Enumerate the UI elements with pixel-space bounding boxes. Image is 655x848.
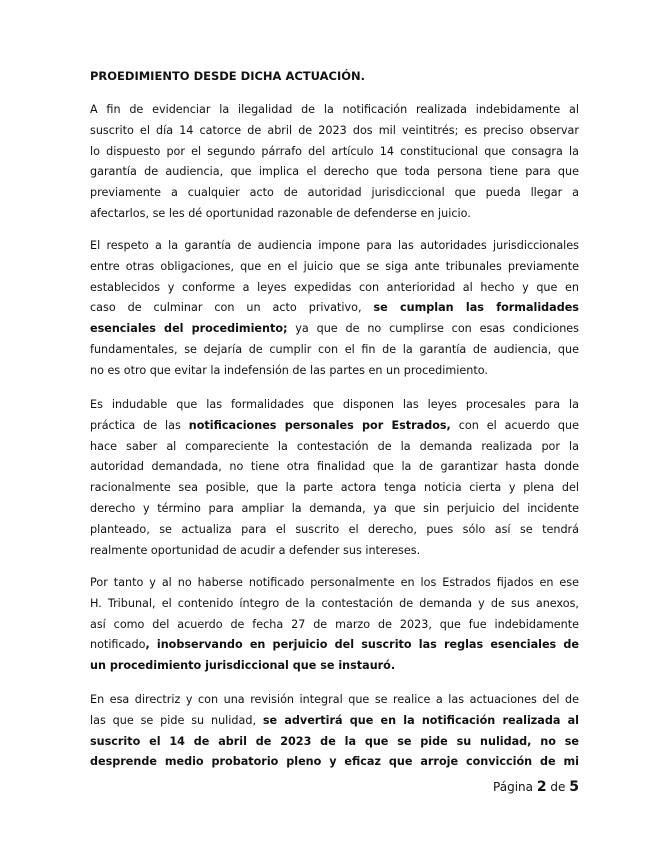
paragraph-line xyxy=(90,437,579,458)
paragraph-line xyxy=(90,752,579,773)
text-run: Es indudable que las formalidades que disponen las leyes procesales para la xyxy=(90,398,579,411)
paragraph-line xyxy=(90,615,579,636)
text-run: así como del acuerdo de fecha 27 de marzo de 2023, que fue indebidamente xyxy=(90,617,579,631)
bold-text-run: se cumplan las formalidades xyxy=(373,301,579,315)
text-run: hace saber al compareciente la contestación de la demanda realizada por la xyxy=(90,439,579,453)
text-run: afectarlos, se les dé oportunidad razonable de defenderse en juicio. xyxy=(90,206,471,220)
paragraph-line xyxy=(90,594,579,615)
text-run: autoridad demandada, no tiene otra finalidad que la de garantizar hasta donde xyxy=(90,460,579,474)
paragraph-line xyxy=(90,100,579,121)
text-run: práctica de las xyxy=(90,418,189,432)
text-run: previamente a cualquier acto de autoridad jurisdiccional que pueda llegar a xyxy=(90,186,579,200)
text-run: planteado, se actualiza para el suscrito el derecho, pues sólo así se tendrá xyxy=(90,522,579,536)
paragraph-4 xyxy=(90,573,579,677)
footer-label: Página xyxy=(493,780,534,794)
footer-total-pages: 5 xyxy=(569,779,579,795)
bold-text-run: suscrito el 14 de abril de 2023 de la que se pide su nulidad, no se xyxy=(90,734,579,748)
paragraph-line xyxy=(90,395,579,416)
page-number-footer xyxy=(493,779,579,795)
text-run: H. Tribunal, el contenido íntegro de la contestación de demanda y de sus anexos, xyxy=(90,596,579,610)
paragraph-line xyxy=(90,573,579,594)
text-run: entre otras obligaciones, que en el juicio que se siga ante tribunales previamente xyxy=(90,259,579,273)
paragraph-1 xyxy=(90,100,579,225)
bold-text-run: un procedimiento jurisdiccional que se instauró. xyxy=(90,659,396,673)
section-heading: PROEDIMIENTO DESDE DICHA ACTUACIÓN. xyxy=(90,69,366,83)
paragraph-line xyxy=(90,278,579,299)
paragraph-line xyxy=(90,635,579,656)
bold-text-run: esenciales del procedimiento; xyxy=(90,322,288,336)
text-run: racionalmente sea posible, que la parte actora tenga noticia cierta y plena del xyxy=(90,481,579,495)
paragraph-line xyxy=(90,236,579,257)
paragraph-line xyxy=(90,732,579,753)
text-run: notificado xyxy=(90,638,146,652)
paragraph-line xyxy=(90,520,579,541)
paragraph-line xyxy=(90,257,579,278)
paragraph-line xyxy=(90,142,579,163)
paragraph-line xyxy=(90,340,579,361)
text-run: realmente oportunidad de acudir a defender sus intereses. xyxy=(90,543,421,557)
bold-text-run: se advertirá que en la notificación realizada al xyxy=(262,713,579,727)
text-run: establecidos y conforme a leyes expedidas con anterioridad al hecho y que en xyxy=(90,280,579,294)
text-run: caso de culminar con un acto privativo, xyxy=(90,301,374,315)
text-run: no es otro que evitar la indefensión de las partes en un procedimiento. xyxy=(90,363,488,377)
paragraph-line xyxy=(90,162,579,183)
text-run: Por tanto y al no haberse notificado personalmente en los Estrados fijados en ese xyxy=(90,576,579,589)
text-run: garantía de audiencia, que implica el derecho que toda persona tiene para que xyxy=(90,165,579,179)
text-run: El respeto a la garantía de audiencia impone para las autoridades jurisdiccionales xyxy=(90,239,579,252)
footer-current-page: 2 xyxy=(536,779,547,795)
text-run: A fin de evidenciar la ilegalidad de la notificación realizada indebidamente al xyxy=(90,103,579,116)
paragraph-line xyxy=(90,711,579,732)
text-run: ya que de no cumplirse con esas condiciones xyxy=(287,322,579,336)
paragraph-line xyxy=(90,319,579,340)
paragraph-line xyxy=(90,298,579,319)
paragraph-line xyxy=(90,361,579,382)
paragraph-line xyxy=(90,478,579,499)
bold-text-run: , inobservando en perjuicio del suscrito las reglas esenciales de xyxy=(145,638,579,652)
paragraph-line xyxy=(90,416,579,437)
footer-of: de xyxy=(550,780,566,794)
text-run: En esa directriz y con una revisión integral que se realice a las actuaciones del de xyxy=(90,693,579,706)
paragraph-5 xyxy=(90,690,579,773)
text-run: con el acuerdo que xyxy=(450,418,579,432)
paragraph-line xyxy=(90,204,579,225)
text-run: derecho y término para ampliar la demanda, ya que sin perjuicio del incidente xyxy=(90,501,579,515)
paragraph-line xyxy=(90,183,579,204)
text-run: fundamentales, se dejaría de cumplir con el fin de la garantía de audiencia, que xyxy=(90,342,579,356)
bold-text-run: notificaciones personales por Estrados, xyxy=(188,418,451,432)
paragraph-line xyxy=(90,656,579,677)
text-run: suscrito el día 14 catorce de abril de 2023 dos mil veintitrés; es preciso observar xyxy=(90,123,579,137)
paragraph-line xyxy=(90,541,579,562)
paragraph-line xyxy=(90,499,579,520)
text-run: las que se pide su nulidad, xyxy=(90,713,263,727)
paragraph-line xyxy=(90,121,579,142)
paragraph-2 xyxy=(90,236,579,382)
text-run: lo dispuesto por el segundo párrafo del artículo 14 constitucional que consagra la xyxy=(90,144,579,158)
paragraph-3 xyxy=(90,395,579,561)
bold-text-run: desprende medio probatorio pleno y eficaz que arroje convicción de mi xyxy=(90,755,579,769)
paragraph-line xyxy=(90,690,579,711)
paragraph-line xyxy=(90,457,579,478)
